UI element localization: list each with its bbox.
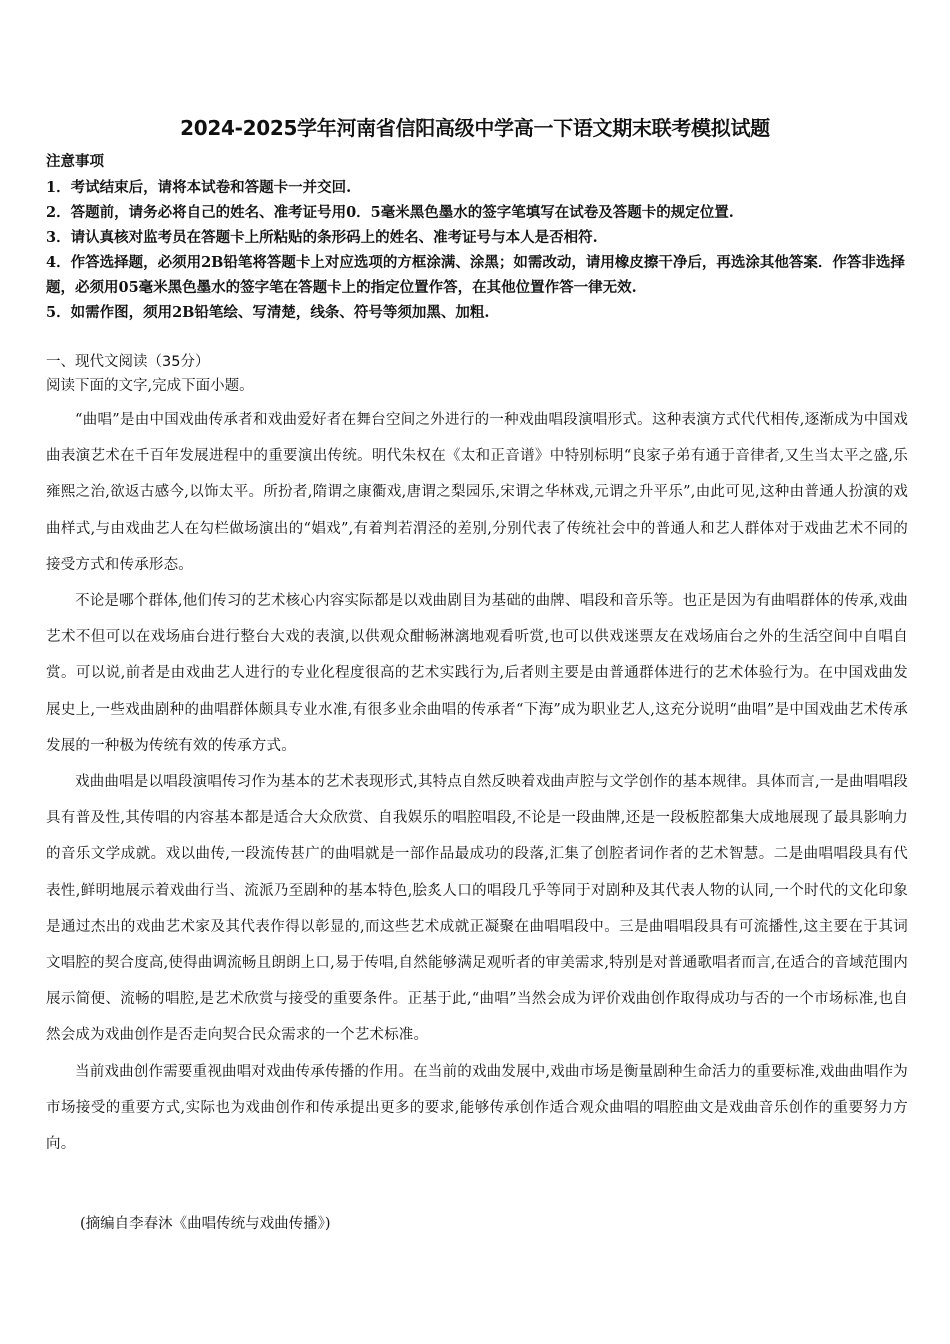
- passage-source: (摘编自李春沐《曲唱传统与戏曲传播》): [80, 1216, 331, 1232]
- notice-item-3: 3．请认真核对监考员在答题卡上所粘贴的条形码上的姓名、准考证号与本人是否相符.: [46, 229, 598, 246]
- passage-paragraph-2: 不论是哪个群体,他们传习的艺术核心内容实际都是以戏曲剧目为基础的曲牌、唱段和音乐等。也正是因为有曲唱群体的传承,戏曲艺术不但可以在戏场庙台进行整台大戏的表演,以供观众酣畅淋漓地观看听赏,也可以供戏迷票友在戏场庙台之外的生活空间中自唱自赏。可以说,前者是由戏曲艺人进行的专业化程度很高的艺术实践行为,后者则主要是由普通群体进行的艺术体验行为。在中国戏曲发展史上,一些戏曲剧种的曲唱群体颇具专业水准,有很多业余曲唱的传承者“下海”成为职业艺人,这充分说明“曲唱”是中国戏曲艺术传承发展的一种极为传统有效的传承方式。: [46, 593, 908, 754]
- notice-block: [46, 150, 906, 325]
- section-header: [46, 350, 906, 398]
- notice-item-2: 2．答题前，请务必将自己的姓名、准考证号用0．5毫米黑色墨水的签字笔填写在试卷及答题卡的规定位置.: [46, 204, 734, 221]
- notice-item-5: 5．如需作图，须用2B铅笔绘、写清楚，线条、符号等须加黑、加粗.: [46, 304, 490, 321]
- reading-passage: [46, 402, 908, 1162]
- section-intro: 阅读下面的文字,完成下面小题。: [46, 378, 254, 394]
- passage-paragraph-3: 戏曲曲唱是以唱段演唱传习作为基本的艺术表现形式,其特点自然反映着戏曲声腔与文学创作的基本规律。具体而言,一是曲唱唱段具有普及性,其传唱的内容基本都是适合大众欣赏、自我娱乐的唱腔唱段,不论是一段曲牌,还是一段板腔都集大成地展现了最具影响力的音乐文学成就。戏以曲传,一段流传甚广的曲唱就是一部作品最成功的段落,汇集了创腔者词作者的艺术智慧。二是曲唱唱段具有代表性,鲜明地展示着戏曲行当、流派乃至剧种的基本特色,脍炙人口的唱段几乎等同于对剧种及其代表人物的认同,一个时代的文化印象是通过杰出的戏曲艺术家及其代表作得以彰显的,而这些艺术成就正凝聚在曲唱唱段中。三是曲唱唱段具有可流播性,这主要在于其词文唱腔的契合度高,使得曲调流畅且朗朗上口,易于传唱,自然能够满足观听者的审美需求,特别是对普通歌唱者而言,在适合的音域范围内展示简便、流畅的唱腔,是艺术欣赏与接受的重要条件。正基于此,“曲唱”当然会成为评价戏曲创作取得成功与否的一个市场标准,也自然会成为戏曲创作是否走向契合民众需求的一个艺术标准。: [46, 774, 908, 1044]
- exam-title: 2024-2025学年河南省信阳高级中学高一下语文期末联考模拟试题: [180, 116, 770, 140]
- passage-paragraph-4: 当前戏曲创作需要重视曲唱对戏曲传承传播的作用。在当前的戏曲发展中,戏曲市场是衡量剧种生命活力的重要标准,戏曲曲唱作为市场接受的重要方式,实际也为戏曲创作和传承提出更多的要求,能够传承创作适合观众曲唱的唱腔曲文是戏曲音乐创作的重要努力方向。: [46, 1063, 908, 1153]
- notice-item-4: 4．作答选择题，必须用2B铅笔将答题卡上对应选项的方框涂满、涂黑；如需改动，请用橡皮擦干净后，再选涂其他答案．作答非选择题，必须用05毫米黑色墨水的签字笔在答题卡上的指定位置作答，在其他位置作答一律无效.: [46, 254, 905, 296]
- notice-item-1: 1．考试结束后，请将本试卷和答题卡一并交回.: [46, 179, 352, 196]
- section-title: 一、现代文阅读（35分）: [46, 354, 210, 370]
- passage-paragraph-1: “曲唱”是由中国戏曲传承者和戏曲爱好者在舞台空间之外进行的一种戏曲唱段演唱形式。这种表演方式代代相传,逐渐成为中国戏曲表演艺术在千百年发展进程中的重要演出传统。明代朱权在《太和正音谱》中特别标明“良家子弟有通于音律者,又生当太平之盛,乐雍熙之治,欲返古感今,以饰太平。所扮者,隋谓之康衢戏,唐谓之梨园乐,宋谓之华林戏,元谓之升平乐”,由此可见,这种由普通人扮演的戏曲样式,与由戏曲艺人在勾栏做场演出的“娼戏”,有着判若渭泾的差别,分别代表了传统社会中的普通人和艺人群体对于戏曲艺术不同的接受方式和传承形态。: [46, 412, 908, 573]
- notice-heading: 注意事项: [46, 154, 104, 170]
